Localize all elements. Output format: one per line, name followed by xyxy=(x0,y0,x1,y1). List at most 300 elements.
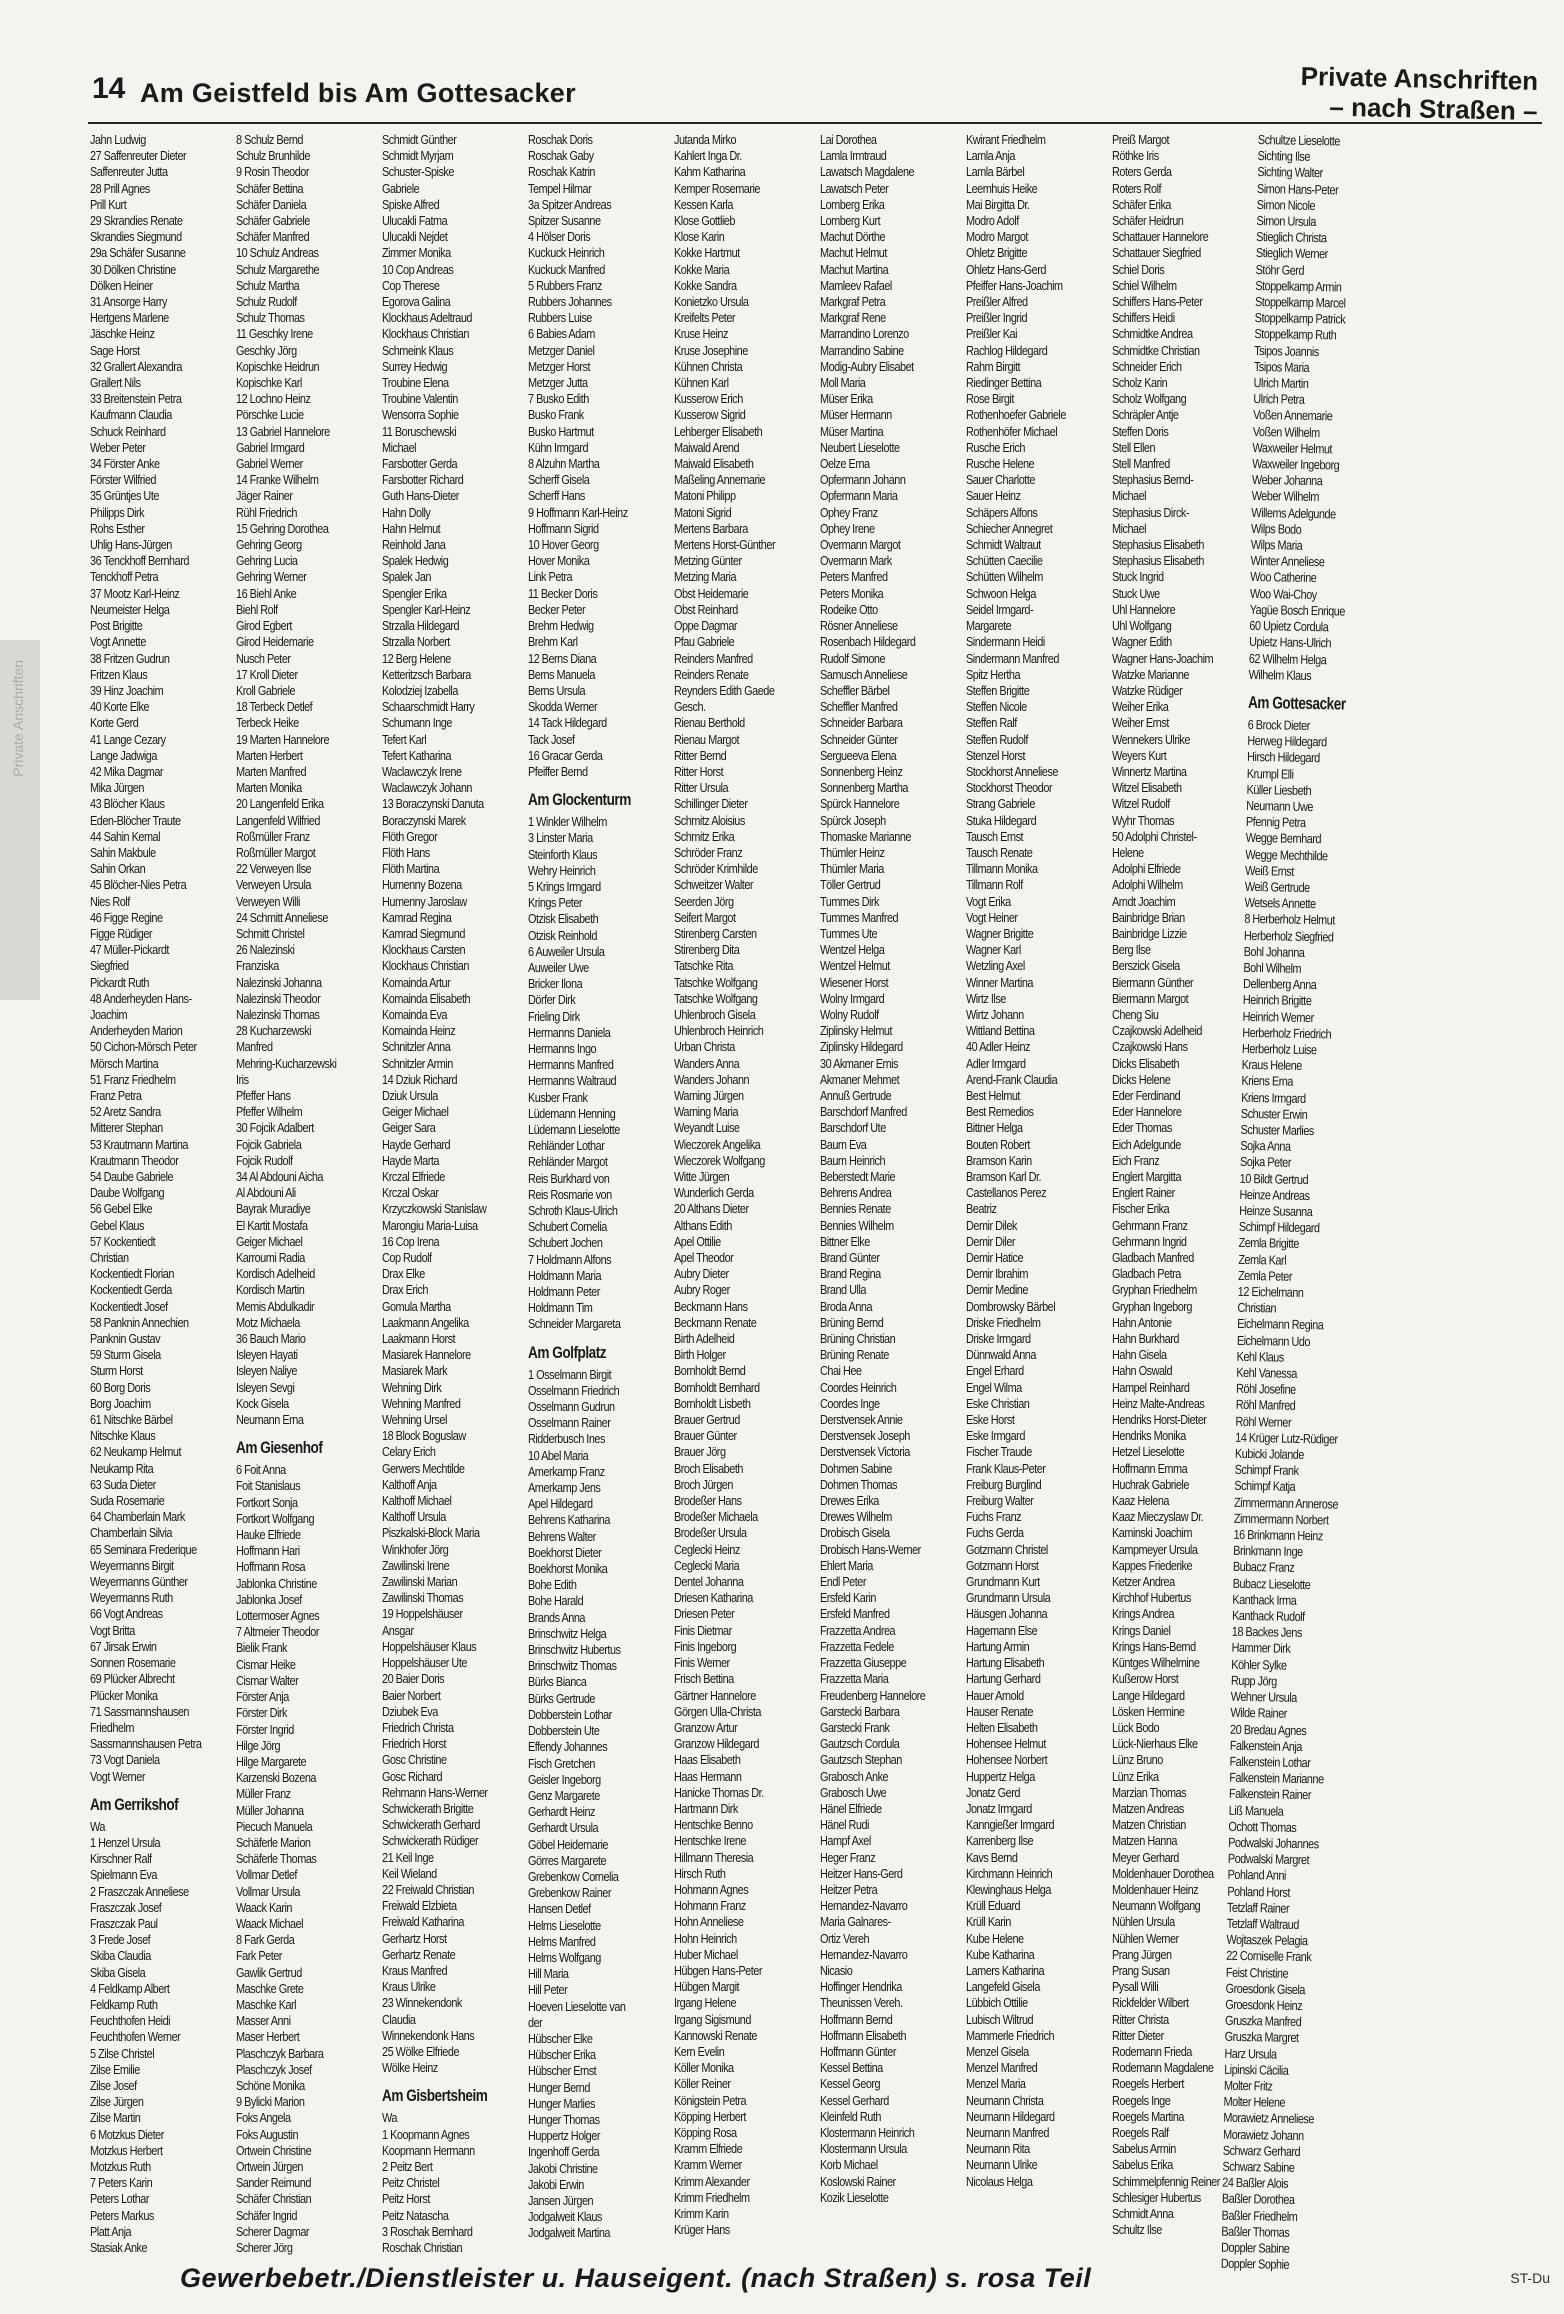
directory-entry: Warning Jürgen xyxy=(674,1087,744,1103)
directory-entry: 28 Kucharzewski xyxy=(236,1023,311,1039)
directory-entry: Zilse Emilie xyxy=(90,2061,140,2077)
directory-entry: Schultze Lieselotte xyxy=(1257,132,1341,149)
directory-entry: Laakmann Horst xyxy=(382,1331,456,1347)
directory-entry: Overmann Margot xyxy=(820,537,901,553)
directory-entry: 7 Busko Edith xyxy=(528,391,589,407)
directory-entry: Sichting Ilse xyxy=(1257,148,1311,165)
directory-entry: Schiel Wilhelm xyxy=(1112,277,1177,293)
directory-entry: Modro Adolf xyxy=(966,213,1019,229)
directory-entry: Schröder Krimhilde xyxy=(674,861,758,877)
directory-entry: Brauer Jörg xyxy=(674,1444,726,1460)
directory-entry: Ritter Horst xyxy=(674,763,724,779)
directory-entry: Brinschwitz Thomas xyxy=(528,1658,617,1674)
directory-entry: Schwickerath Rüdiger xyxy=(382,1833,479,1849)
directory-entry: Driesen Katharina xyxy=(674,1590,753,1606)
directory-entry: Bittner Helga xyxy=(966,1120,1023,1136)
directory-entry: Jonatz Gerd xyxy=(966,1784,1020,1800)
directory-entry: Witzel Elisabeth xyxy=(1112,780,1182,796)
directory-entry: Leemhuis Heike xyxy=(966,180,1038,196)
directory-entry: Hohmann Franz xyxy=(674,1898,746,1914)
directory-entry: Tefert Karl xyxy=(382,731,427,747)
directory-entry: Görgen Ulla-Christa xyxy=(674,1703,761,1719)
directory-entry: 6 Auweiler Ursula xyxy=(528,943,605,959)
directory-entry: Herberholz Luise xyxy=(1241,1040,1317,1058)
directory-entry: Schimpf Frank xyxy=(1234,1462,1299,1479)
directory-entry: Kwirant Friedhelm xyxy=(966,132,1046,147)
directory-entry: Foks Augustin xyxy=(236,2126,299,2142)
directory-entry: Podwalski Johannes xyxy=(1228,1834,1319,1852)
directory-entry: Stoppelkamp Ruth xyxy=(1254,326,1337,343)
directory-entry: Seifert Margot xyxy=(674,909,736,925)
directory-entry: Metzger Daniel xyxy=(528,342,595,358)
directory-entry: 20 Langenfeld Erika xyxy=(236,796,324,812)
directory-entry: Lünz Erika xyxy=(1112,1768,1159,1784)
directory-entry: Hübscher Erika xyxy=(528,2047,596,2063)
directory-entry: Uhl Hannelore xyxy=(1112,601,1176,617)
directory-entry: Krüger Hans xyxy=(674,2222,730,2238)
directory-entry: Kube Helene xyxy=(966,1930,1024,1946)
directory-entry: Schäferle Marion xyxy=(236,1834,311,1850)
street-heading: Am Gerrikshof xyxy=(90,1794,179,1814)
directory-entry: Spalek Hedwig xyxy=(382,553,449,569)
directory-entry: Zemla Karl xyxy=(1238,1251,1287,1268)
directory-entry: Verweyen Ursula xyxy=(236,877,311,893)
directory-entry: Neumann Hildegard xyxy=(966,2108,1055,2124)
directory-entry: Garstecki Barbara xyxy=(820,1703,900,1719)
directory-entry: Bainbridge Brian xyxy=(1112,909,1185,925)
directory-entry: Christian xyxy=(90,1250,129,1266)
directory-entry: 1 Koopmann Agnes xyxy=(382,2126,470,2142)
directory-entry: Fischer Traude xyxy=(966,1444,1032,1460)
directory-entry: Herweg Hildegard xyxy=(1247,733,1327,750)
directory-entry: Cismar Heike xyxy=(236,1656,296,1672)
directory-entry: Jodgalweit Klaus xyxy=(528,2209,602,2225)
directory-entry: Hentschke Benno xyxy=(674,1817,753,1833)
directory-entry: Pfeiffer Bernd xyxy=(528,763,588,779)
directory-entry: Amerkamp Jens xyxy=(528,1480,601,1496)
directory-entry: Rohs Esther xyxy=(90,520,145,536)
directory-entry: Gehring Lucia xyxy=(236,553,298,569)
directory-entry: Girod Heidemarie xyxy=(236,634,314,650)
directory-entry: Mertens Horst-Günther xyxy=(674,537,776,553)
directory-entry: Krautmann Theodor xyxy=(90,1152,179,1168)
directory-entry: Rothenhoefer Gabriele xyxy=(966,407,1066,423)
directory-entry: 2 Peitz Bert xyxy=(382,2158,433,2174)
directory-entry: Laakmann Angelika xyxy=(382,1314,469,1330)
directory-entry: Lamers Katharina xyxy=(966,1962,1045,1978)
directory-entry: 1 Henzel Ursula xyxy=(90,1834,161,1850)
directory-entry: 10 Cop Andreas xyxy=(382,261,454,277)
directory-entry: Schulz Rudolf xyxy=(236,294,297,310)
directory-entry: 39 Hinz Joachim xyxy=(90,682,164,698)
directory-entry: 48 Anderheyden Hans- xyxy=(90,990,192,1006)
directory-entry: Schmitt Christel xyxy=(236,925,305,941)
directory-entry: Rubbers Luise xyxy=(528,310,592,326)
directory-entry: Gosc Christine xyxy=(382,1752,447,1768)
directory-entry: Otzisk Elisabeth xyxy=(528,911,599,927)
directory-entry: Coordes Inge xyxy=(820,1395,880,1411)
street-heading: Am Glockenturm xyxy=(528,790,631,810)
directory-entry: Weiher Erika xyxy=(1112,699,1169,715)
directory-entry: Foks Angela xyxy=(236,2110,291,2126)
directory-entry: Röthke Iris xyxy=(1112,148,1159,164)
directory-entry: Brauer Günter xyxy=(674,1428,737,1444)
directory-entry: Isleyen Naliye xyxy=(236,1363,297,1379)
directory-entry: Hartung Armin xyxy=(966,1638,1030,1654)
directory-entry: Nusch Peter xyxy=(236,650,291,666)
directory-entry: Hill Peter xyxy=(528,1982,568,1998)
directory-entry: Sander Reimund xyxy=(236,2175,311,2191)
directory-entry: Brüning Renate xyxy=(820,1347,889,1363)
directory-entry: Lamla Bärbel xyxy=(966,164,1025,180)
directory-entry: Nitschke Klaus xyxy=(90,1428,156,1444)
directory-entry: Rusche Erich xyxy=(966,439,1025,455)
directory-entry: Stephasius Elisabeth xyxy=(1112,537,1204,553)
directory-entry: Demir Ibrahim xyxy=(966,1266,1029,1282)
directory-entry: Jakobi Christine xyxy=(528,2160,598,2176)
directory-entry: Hilge Margarete xyxy=(236,1753,307,1769)
directory-entry: Mai Birgitta Dr. xyxy=(966,196,1030,212)
directory-entry: Schubert Cornelia xyxy=(528,1219,607,1235)
directory-entry: Stoppelkamp Armin xyxy=(1255,277,1342,295)
directory-entry: Baum Heinrich xyxy=(820,1152,886,1168)
directory-entry: Stuck Uwe xyxy=(1112,585,1160,601)
directory-entry: Hartung Gerhard xyxy=(966,1671,1041,1687)
directory-entry: Schweitzer Walter xyxy=(674,877,754,893)
directory-entry: Grabosch Anke xyxy=(820,1768,889,1784)
directory-entry: Arend-Frank Claudia xyxy=(966,1071,1058,1087)
directory-entry: Rehländer Lothar xyxy=(528,1138,605,1154)
directory-entry: Schmeink Klaus xyxy=(382,342,454,358)
directory-entry: Gesch. xyxy=(674,699,706,715)
directory-entry: Berns Ursula xyxy=(528,682,586,698)
directory-entry: Castellanos Perez xyxy=(966,1185,1047,1201)
directory-entry: Wilps Bodo xyxy=(1250,520,1302,537)
directory-entry: Wittland Bettina xyxy=(966,1023,1035,1039)
directory-entry: Pfeiffer Hans-Joachim xyxy=(966,277,1063,293)
directory-entry: 40 Adler Heinz xyxy=(966,1039,1030,1055)
directory-entry: Zawilinski Marian xyxy=(382,1574,458,1590)
directory-entry: Ritter Bernd xyxy=(674,747,727,763)
directory-entry: Boekhorst Dieter xyxy=(528,1544,602,1560)
directory-entry: Peitz Christel xyxy=(382,2175,440,2191)
directory-entry: Bouten Robert xyxy=(966,1136,1030,1152)
directory-entry: Maschke Grete xyxy=(236,1980,304,1996)
directory-entry: Overmann Mark xyxy=(820,553,892,569)
directory-entry: Wa xyxy=(382,2110,397,2126)
directory-entry: Fortkort Wolfgang xyxy=(236,1510,315,1526)
directory-entry: Falkenstein Lothar xyxy=(1229,1753,1311,1771)
directory-entry: Langenfeld Wilfried xyxy=(236,812,320,828)
directory-entry: Thomaske Marianne xyxy=(820,828,911,844)
directory-entry: Prill Kurt xyxy=(90,196,127,212)
directory-entry: Feldkamp Ruth xyxy=(90,1996,158,2012)
directory-entry: Pfeffer Wilhelm xyxy=(236,1104,303,1120)
directory-entry: Schäferle Thomas xyxy=(236,1851,317,1867)
directory-entry: Kaufmann Claudia xyxy=(90,407,172,423)
directory-entry: Baier Norbert xyxy=(382,1687,441,1703)
directory-entry: Motzkus Herbert xyxy=(90,2142,163,2158)
directory-entry: Brehm Hedwig xyxy=(528,618,594,634)
directory-entry: Al Abdouni Ali xyxy=(236,1185,296,1201)
directory-entry: Saffenreuter Jutta xyxy=(90,164,168,180)
directory-entry: Sichting Walter xyxy=(1257,164,1323,181)
directory-entry: Schwickerath Brigitte xyxy=(382,1800,474,1816)
directory-entry: 36 Bauch Mario xyxy=(236,1331,306,1347)
directory-entry: Schubert Jochen xyxy=(528,1235,603,1251)
directory-entry: Ceglecki Heinz xyxy=(674,1541,740,1557)
directory-entry: Nicolaus Helga xyxy=(966,2173,1033,2189)
directory-entry: Ersfeld Manfred xyxy=(820,1606,890,1622)
directory-entry: Eich Franz xyxy=(1112,1152,1160,1168)
directory-entry: 11 Geschky Irene xyxy=(236,326,313,342)
directory-entry: Margarete xyxy=(966,618,1012,634)
directory-entry: Schneider Erich xyxy=(1112,358,1182,374)
directory-entry: Küller Liesbeth xyxy=(1246,781,1312,798)
directory-entry: Gabriel Irmgard xyxy=(236,439,305,455)
directory-entry: Hermanns Manfred xyxy=(528,1057,614,1073)
directory-entry: Freiburg Walter xyxy=(966,1493,1034,1509)
directory-entry: Sauer Charlotte xyxy=(966,472,1035,488)
directory-entry: Förster Wilfried xyxy=(90,472,156,488)
directory-entry: Rickfelder Wilbert xyxy=(1112,1995,1189,2011)
directory-entry: Troubine Valentin xyxy=(382,391,458,407)
directory-entry: Zilse Jürgen xyxy=(90,2094,144,2110)
directory-entry: Berns Manuela xyxy=(528,666,595,682)
directory-entry: Schimmelpfennig Reiner xyxy=(1112,2173,1220,2189)
directory-entry: Rachlog Hildegard xyxy=(966,342,1048,358)
directory-entry: 67 Jirsak Erwin xyxy=(90,1638,157,1654)
directory-entry: Humenny Jaroslaw xyxy=(382,893,467,909)
directory-entry: Bohl Wilhelm xyxy=(1243,959,1302,976)
directory-entry: Heinze Andreas xyxy=(1239,1186,1310,1203)
directory-entry: Isleyen Hayati xyxy=(236,1347,298,1363)
directory-entry: Hendriks Horst-Dieter xyxy=(1112,1412,1207,1428)
directory-entry: Rodemann Magdalene xyxy=(1112,2060,1214,2076)
directory-entry: Wehning Ursel xyxy=(382,1412,447,1428)
directory-entry: Drewes Erika xyxy=(820,1493,879,1509)
directory-entry: Weiß Gertrude xyxy=(1244,878,1310,895)
directory-entry: Hänel Elfriede xyxy=(820,1800,882,1816)
directory-entry: Hagemann Else xyxy=(966,1622,1038,1638)
directory-entry: Hammer Dirk xyxy=(1231,1640,1291,1657)
directory-entry: Schäfer Ingrid xyxy=(236,2207,297,2223)
directory-entry: Broda Anna xyxy=(820,1298,873,1314)
directory-entry: Maßeling Annemarie xyxy=(674,472,766,488)
directory-entry: Kokke Maria xyxy=(674,261,730,277)
directory-entry: Coordes Heinrich xyxy=(820,1379,897,1395)
directory-entry: Adler Irmgard xyxy=(966,1055,1026,1071)
directory-entry: Sahin Makbule xyxy=(90,844,156,860)
directory-entry: Simon Ursula xyxy=(1256,213,1317,230)
directory-entry: Lüdemann Lieselotte xyxy=(528,1121,620,1137)
directory-entry: Fuchs Gerda xyxy=(966,1525,1024,1541)
directory-entry: Link Petra xyxy=(528,569,573,585)
directory-entry: Bubacz Franz xyxy=(1232,1559,1295,1576)
directory-entry: der xyxy=(528,2014,543,2030)
directory-entry: Engel Wilma xyxy=(966,1379,1022,1395)
directory-entry: Otzisk Reinhold xyxy=(528,927,597,943)
directory-entry: Klostermann Heinrich xyxy=(820,2124,915,2140)
directory-entry: Brüning Bernd xyxy=(820,1314,884,1330)
directory-entry: 9 Hoffmann Karl-Heinz xyxy=(528,504,628,520)
directory-entry: Waxweiler Ingeborg xyxy=(1252,456,1340,473)
directory-entry: Prang Jürgen xyxy=(1112,1946,1172,1962)
directory-entry: Matoni Sigrid xyxy=(674,504,732,520)
directory-entry: Roegels Herbert xyxy=(1112,2076,1184,2092)
directory-entry: Köpping Rosa xyxy=(674,2124,737,2140)
directory-entry: Schwarz Sabine xyxy=(1222,2158,1295,2175)
directory-entry: Hillmann Theresia xyxy=(674,1849,754,1865)
directory-entry: Stockhorst Theodor xyxy=(966,780,1053,796)
directory-entry: Lünz Bruno xyxy=(1112,1752,1163,1768)
directory-entry: Bornholdt Bernhard xyxy=(674,1379,760,1395)
directory-entry: Spielmann Eva xyxy=(90,1867,157,1883)
directory-entry: Masiarek Hannelore xyxy=(382,1347,471,1363)
directory-entry: 59 Sturm Gisela xyxy=(90,1347,161,1363)
directory-entry: 24 Baßler Alois xyxy=(1222,2174,1289,2192)
directory-entry: Demir Hatice xyxy=(966,1250,1024,1266)
directory-entry: Garstecki Frank xyxy=(820,1719,890,1735)
directory-entry: Wagner Karl xyxy=(966,942,1021,958)
directory-entry: Rodemann Frieda xyxy=(1112,2043,1192,2059)
directory-entry: Brand Regina xyxy=(820,1266,881,1282)
directory-entry: Roters Rolf xyxy=(1112,180,1162,196)
directory-entry: Zimmermann Annerose xyxy=(1233,1494,1339,1512)
directory-entry: Stoppelkamp Marcel xyxy=(1254,294,1346,311)
directory-entry: Langefeld Gisela xyxy=(966,1979,1040,1995)
directory-entry: Bubacz Lieselotte xyxy=(1232,1575,1311,1592)
directory-entry: Oppe Dagmar xyxy=(674,618,738,634)
directory-entry: Derstvensek Joseph xyxy=(820,1428,910,1444)
directory-entry: Spürck Joseph xyxy=(820,812,886,828)
directory-entry: Eich Adelgunde xyxy=(1112,1136,1181,1152)
directory-entry: Kleinfeld Ruth xyxy=(820,2108,881,2124)
directory-entry: Müller Johanna xyxy=(236,1802,304,1818)
directory-entry: Peters Lothar xyxy=(90,2191,150,2207)
directory-entry: Schäfer Daniela xyxy=(236,196,307,212)
directory-entry: Schuster Erwin xyxy=(1240,1105,1308,1122)
directory-entry: Kraus Manfred xyxy=(382,1962,448,1978)
directory-entry: Haas Elisabeth xyxy=(674,1752,741,1768)
directory-entry: Scherff Hans xyxy=(528,488,585,504)
directory-entry: Hampf Axel xyxy=(820,1833,871,1849)
directory-entry: Schräpler Antje xyxy=(1112,407,1179,423)
directory-entry: Wirtz Johann xyxy=(966,1006,1024,1022)
directory-entry: Grebenkow Cornelia xyxy=(528,1868,619,1884)
directory-entry: Sahin Orkan xyxy=(90,861,146,877)
directory-entry: Figge Rüdiger xyxy=(90,925,153,941)
directory-entry: Marten Herbert xyxy=(236,747,303,763)
directory-entry: Scherer Dagmar xyxy=(236,2223,310,2239)
directory-entry: Ohletz Hans-Gerd xyxy=(966,261,1046,277)
column-2 xyxy=(236,132,382,2255)
directory-entry: Dohmen Sabine xyxy=(820,1460,892,1476)
directory-entry: Helten Elisabeth xyxy=(966,1719,1038,1735)
directory-entry: Skiba Gisela xyxy=(90,1964,146,1980)
directory-entry: Schroth Klaus-Ulrich xyxy=(528,1203,618,1218)
directory-entry: Menzel Gisela xyxy=(966,2043,1029,2059)
directory-entry: 57 Kockentiedt xyxy=(90,1233,156,1249)
directory-entry: Roegels Ralf xyxy=(1112,2124,1169,2140)
directory-entry: Köpping Herbert xyxy=(674,2108,746,2124)
directory-entry: Krimm Friedhelm xyxy=(674,2189,750,2205)
column-3 xyxy=(382,132,528,2255)
directory-entry: Machut Martina xyxy=(820,261,889,277)
directory-entry: Aubry Dieter xyxy=(674,1266,729,1282)
directory-entry: Moll Maria xyxy=(820,375,866,391)
directory-entry: Demir Dilek xyxy=(966,1217,1017,1233)
directory-entry: Girod Egbert xyxy=(236,618,292,634)
directory-entry: Opfermann Johann xyxy=(820,472,906,488)
directory-entry: Derstvensek Annie xyxy=(820,1412,903,1428)
directory-entry: 20 Bredau Agnes xyxy=(1229,1721,1307,1738)
directory-entry: Neumann Erna xyxy=(236,1412,304,1428)
directory-entry: Piecuch Manuela xyxy=(236,1818,313,1834)
directory-entry: Neumann Ulrike xyxy=(966,2157,1038,2173)
directory-entry: 65 Seminara Frederique xyxy=(90,1541,197,1557)
directory-entry: Eske Irmgard xyxy=(966,1428,1025,1444)
directory-entry: Scherff Gisela xyxy=(528,472,590,488)
directory-entry: Hilge Jörg xyxy=(236,1737,281,1753)
directory-entry: Wa xyxy=(90,1818,105,1834)
directory-entry: Cop Therese xyxy=(382,277,440,293)
directory-entry: 41 Lange Cezary xyxy=(90,731,166,747)
directory-entry: 8 Schulz Bernd xyxy=(236,132,304,147)
directory-entry: Hernandez-Navarro xyxy=(820,1898,908,1914)
directory-entry: 36 Tenckhoff Bernhard xyxy=(90,553,189,569)
directory-entry: Dicks Helene xyxy=(1112,1071,1171,1087)
directory-entry: Rudolf Simone xyxy=(820,650,886,666)
directory-entry: Hernandez-Navarro xyxy=(820,1946,908,1962)
directory-entry: Tack Josef xyxy=(528,731,575,747)
directory-entry: Spiske Alfred xyxy=(382,196,440,212)
directory-entry: Osselmann Gudrun xyxy=(528,1399,615,1415)
directory-entry: 10 Schulz Andreas xyxy=(236,245,319,261)
directory-entry: Bornholdt Lisbeth xyxy=(674,1395,751,1411)
directory-entry: Steffen Ralf xyxy=(966,715,1017,731)
directory-entry: Strang Gabriele xyxy=(966,796,1035,812)
directory-entry: Kanthack Irma xyxy=(1232,1591,1297,1608)
directory-entry: Stephasius Bernd- xyxy=(1112,472,1194,488)
directory-entry: Moldenhauer Dorothea xyxy=(1112,1865,1214,1881)
directory-entry: Reinders Renate xyxy=(674,666,749,682)
directory-entry: Sojka Peter xyxy=(1239,1154,1292,1171)
directory-entry: Mamleev Rafael xyxy=(820,277,892,293)
directory-entry: 6 Brock Dieter xyxy=(1247,716,1310,733)
directory-entry: Koslowski Rainer xyxy=(820,2173,896,2189)
directory-entry: 58 Panknin Annechien xyxy=(90,1314,189,1330)
directory-title-line1: Private Anschriften xyxy=(1299,61,1538,96)
directory-entry: Kahm Katharina xyxy=(674,164,746,180)
directory-entry: Schröder Franz xyxy=(674,844,743,860)
directory-entry: Wolny Irmgard xyxy=(820,990,885,1006)
directory-entry: Willems Adelgunde xyxy=(1251,504,1336,522)
directory-entry: Ulrich Petra xyxy=(1253,391,1305,408)
directory-entry: Hübgen Margit xyxy=(674,1979,740,1995)
directory-entry: Sonnenberg Martha xyxy=(820,780,908,796)
directory-entry: Winnertz Martina xyxy=(1112,763,1187,779)
directory-entry: Wiesener Horst xyxy=(820,974,889,990)
column-6 xyxy=(820,132,966,2252)
directory-entry: Franz Petra xyxy=(90,1087,142,1103)
directory-entry: Hayde Gerhard xyxy=(382,1136,451,1152)
directory-entry: Cheng Siu xyxy=(1112,1006,1159,1022)
street-heading: Am Gottesacker xyxy=(1247,692,1346,714)
directory-entry: 26 Nalezinski xyxy=(236,942,295,958)
directory-entry: 3 Linster Maria xyxy=(528,830,593,846)
directory-entry: Woo Wai-Choy xyxy=(1249,585,1317,602)
